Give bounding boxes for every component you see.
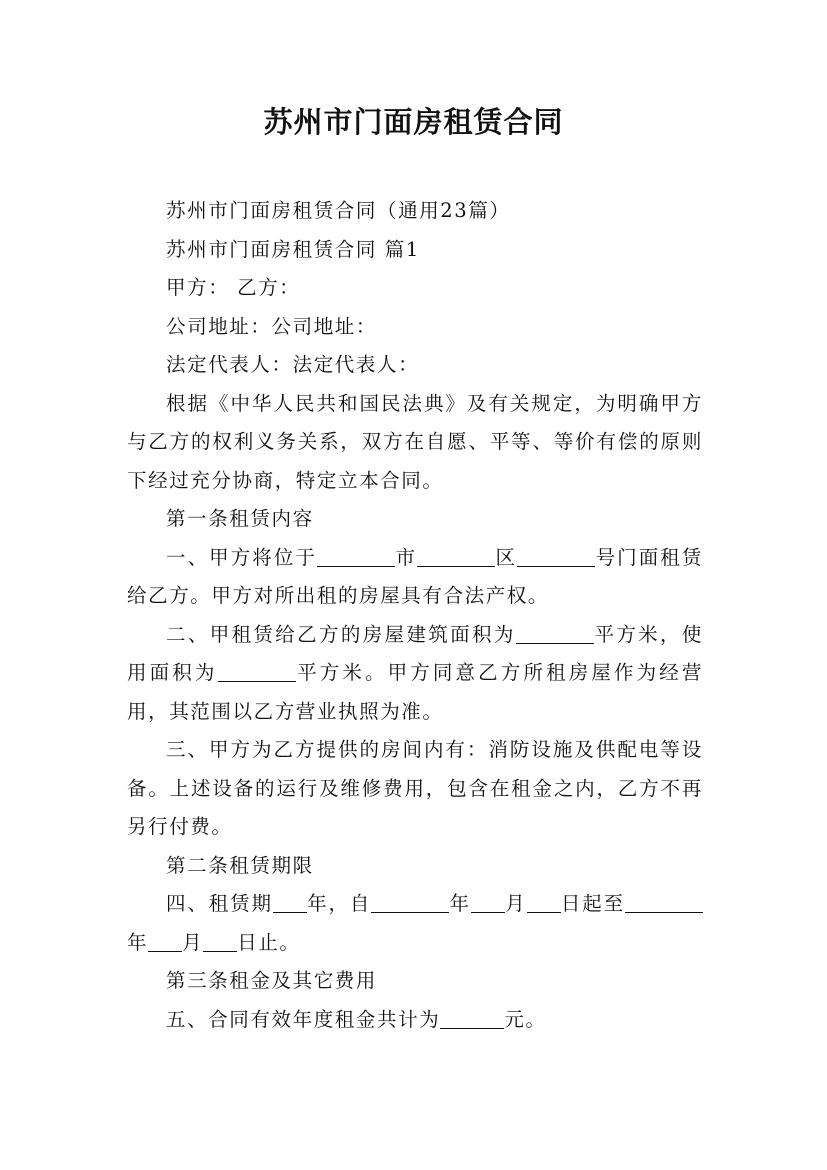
clause-2-text: 平方米，使用面积为	[127, 622, 703, 684]
section-2-title: 第二条租赁期限	[166, 853, 314, 877]
intro-paragraph: 根据《中华人民共和国民法典》及有关规定，为明确甲方与乙方的权利义务关系，双方在自愿、平等、等价有偿的原则下经过充分协商，特定立本合同。	[127, 391, 703, 492]
document-title: 苏州市门面房租赁合同	[263, 105, 564, 139]
clause-4-text: 年	[449, 892, 471, 915]
clause-5	[127, 1001, 703, 1040]
clause-2	[127, 616, 703, 732]
clause-4-text: 月	[504, 892, 527, 915]
document-body	[127, 192, 703, 1039]
blank-field	[516, 621, 594, 644]
section-3-title: 第三条租金及其它费用	[166, 969, 378, 992]
subtitle-line: 苏州市门面房租赁合同（通用23篇）	[166, 199, 511, 222]
clause-4	[127, 885, 703, 962]
clause-4-text: 日起至	[560, 892, 625, 915]
clause-4-text: 月	[182, 930, 204, 954]
blank-field	[517, 544, 595, 567]
article-heading: 苏州市门面房租赁合同 篇1	[166, 237, 420, 261]
blank-field	[417, 544, 495, 567]
clause-1-text: 号门面租赁给乙方。甲方对所出租的房屋具有合法产权。	[127, 545, 703, 607]
clause-3: 三、甲方为乙方提供的房间内有：消防设施及供配电等设备。上述设备的运行及维修费用，包含在租金之内，乙方不再另行付费。	[127, 738, 703, 838]
blank-field	[371, 890, 449, 913]
blank-field	[273, 890, 307, 913]
clause-1-text: 市	[395, 545, 418, 569]
section-1-title: 第一条租赁内容	[166, 507, 314, 530]
blank-field	[317, 544, 395, 567]
clause-4-text: 年	[127, 930, 149, 954]
blank-field	[527, 890, 561, 913]
clause-1	[127, 539, 703, 616]
clause-2-text: 二、甲租赁给乙方的房屋建筑面积为	[166, 622, 516, 646]
address-line: 公司地址：公司地址：	[166, 314, 378, 338]
blank-field	[625, 890, 703, 913]
clause-2-text: 平方米。甲方同意乙方所租房屋作为经营用，其范围以乙方营业执照为准。	[127, 661, 703, 723]
clause-4-text: 日止。	[237, 930, 301, 954]
representative-line: 法定代表人：法定代表人：	[166, 353, 420, 376]
blank-field	[440, 1006, 504, 1029]
blank-field	[148, 929, 182, 952]
party-line: 甲方： 乙方：	[166, 276, 301, 299]
blank-field	[471, 890, 505, 913]
clause-4-text: 四、租赁期	[166, 892, 273, 915]
clause-5-text: 元。	[504, 1007, 547, 1031]
blank-field	[218, 659, 296, 682]
clause-4-text: 年，自	[306, 892, 372, 915]
clause-1-text: 区	[495, 545, 518, 569]
clause-5-text: 五、合同有效年度租金共计为	[166, 1007, 441, 1031]
blank-field	[203, 929, 237, 952]
clause-1-text: 一、甲方将位于	[166, 545, 318, 569]
